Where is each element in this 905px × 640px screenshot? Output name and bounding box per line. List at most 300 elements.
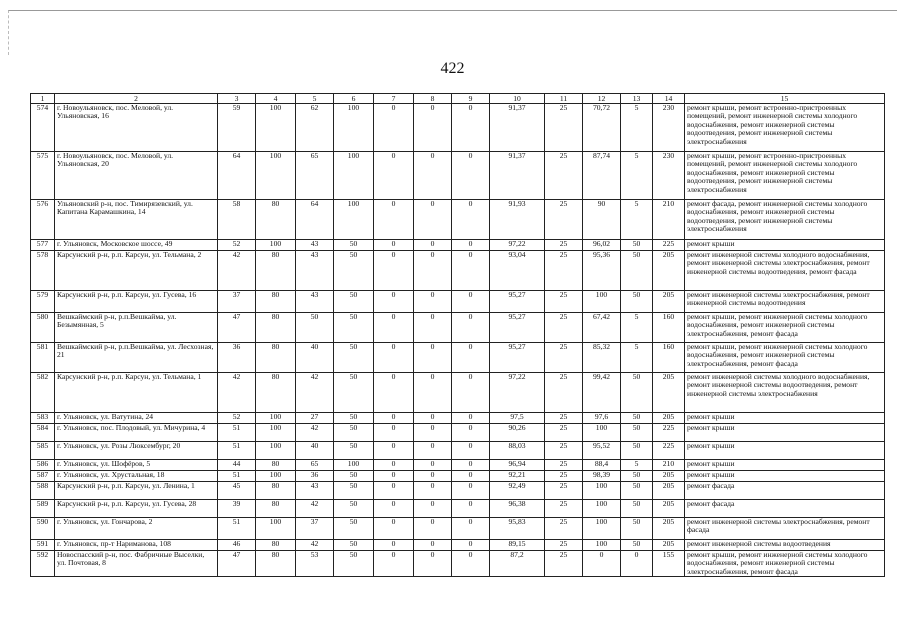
table-row (31, 251, 885, 291)
scan-bottom-edge (0, 622, 905, 640)
value-cell-c13: 50 (621, 518, 653, 540)
value-cell-c8: 0 (414, 500, 452, 518)
value-cell-c4: 80 (256, 551, 296, 577)
value-cell-c8: 0 (414, 104, 452, 152)
value-cell-c14: 205 (653, 251, 685, 291)
value-cell-c7: 0 (374, 313, 414, 343)
value-cell-c12: 100 (583, 291, 621, 313)
value-cell-c3: 51 (218, 424, 256, 442)
value-cell-c3: 52 (218, 240, 256, 251)
table-row (31, 460, 885, 471)
value-cell-c5: 43 (296, 240, 334, 251)
row-number-cell: 579 (31, 291, 55, 313)
row-number-cell: 580 (31, 313, 55, 343)
table-row (31, 551, 885, 577)
value-cell-c9: 0 (452, 152, 490, 200)
column-header-9: 9 (452, 94, 490, 104)
address-cell: Карсунский р-н, р.п. Карсун, ул. Тельмана, 1 (55, 373, 218, 413)
table-row (31, 540, 885, 551)
address-cell: Карсунский р-н, р.п. Карсун, ул. Тельмана, 2 (55, 251, 218, 291)
value-cell-c3: 45 (218, 482, 256, 500)
value-cell-c6: 50 (334, 240, 374, 251)
value-cell-c12: 70,72 (583, 104, 621, 152)
value-cell-c12: 87,74 (583, 152, 621, 200)
value-cell-c4: 100 (256, 104, 296, 152)
value-cell-c12: 85,32 (583, 343, 621, 373)
value-cell-c13: 5 (621, 343, 653, 373)
value-cell-c7: 0 (374, 551, 414, 577)
value-cell-c12: 95,36 (583, 251, 621, 291)
value-cell-c8: 0 (414, 373, 452, 413)
value-cell-c11: 25 (545, 460, 583, 471)
column-header-4: 4 (256, 94, 296, 104)
value-cell-c9: 0 (452, 200, 490, 240)
value-cell-c7: 0 (374, 152, 414, 200)
value-cell-c4: 80 (256, 200, 296, 240)
value-cell-c7: 0 (374, 251, 414, 291)
row-number-cell: 581 (31, 343, 55, 373)
value-cell-c8: 0 (414, 240, 452, 251)
address-cell: Вешкаймский р-н, р.п.Вешкайма, ул. Безымянная, 5 (55, 313, 218, 343)
value-cell-c3: 42 (218, 251, 256, 291)
value-cell-c11: 25 (545, 104, 583, 152)
value-cell-c4: 100 (256, 442, 296, 460)
works-cell: ремонт инженерной системы холодного водоснабжения, ремонт инженерной системы водоотведения, ремонт инженерной системы электроснабжения (685, 373, 885, 413)
column-header-1: 1 (31, 94, 55, 104)
value-cell-c13: 5 (621, 313, 653, 343)
value-cell-c4: 80 (256, 540, 296, 551)
address-cell: г. Ульяновск, ул. Гончарова, 2 (55, 518, 218, 540)
value-cell-c7: 0 (374, 413, 414, 424)
value-cell-c9: 0 (452, 373, 490, 413)
value-cell-c13: 0 (621, 551, 653, 577)
value-cell-c5: 37 (296, 518, 334, 540)
value-cell-c13: 50 (621, 291, 653, 313)
value-cell-c9: 0 (452, 540, 490, 551)
value-cell-c9: 0 (452, 313, 490, 343)
value-cell-c9: 0 (452, 500, 490, 518)
value-cell-c12: 100 (583, 424, 621, 442)
value-cell-c5: 53 (296, 551, 334, 577)
value-cell-c7: 0 (374, 518, 414, 540)
table-row (31, 343, 885, 373)
value-cell-c12: 100 (583, 518, 621, 540)
table-row (31, 482, 885, 500)
address-cell: г. Ульяновск, ул. Хрустальная, 18 (55, 471, 218, 482)
works-cell: ремонт фасада (685, 500, 885, 518)
register-table (30, 93, 885, 577)
value-cell-c13: 50 (621, 482, 653, 500)
address-cell: г. Ульяновск, ул. Розы Люксембург, 20 (55, 442, 218, 460)
value-cell-c11: 25 (545, 240, 583, 251)
value-cell-c11: 25 (545, 291, 583, 313)
value-cell-c4: 80 (256, 500, 296, 518)
value-cell-c12: 90 (583, 200, 621, 240)
table-row (31, 313, 885, 343)
value-cell-c13: 50 (621, 413, 653, 424)
value-cell-c7: 0 (374, 343, 414, 373)
works-cell: ремонт крыши (685, 413, 885, 424)
value-cell-c13: 5 (621, 104, 653, 152)
column-header-13: 13 (621, 94, 653, 104)
row-number-cell: 586 (31, 460, 55, 471)
value-cell-c6: 100 (334, 104, 374, 152)
table-row (31, 291, 885, 313)
value-cell-c4: 80 (256, 291, 296, 313)
row-number-cell: 574 (31, 104, 55, 152)
value-cell-c13: 5 (621, 152, 653, 200)
value-cell-c4: 80 (256, 460, 296, 471)
value-cell-c3: 42 (218, 373, 256, 413)
table-row (31, 373, 885, 413)
value-cell-c13: 50 (621, 500, 653, 518)
column-header-2: 2 (55, 94, 218, 104)
value-cell-c4: 100 (256, 471, 296, 482)
table-row (31, 152, 885, 200)
column-header-8: 8 (414, 94, 452, 104)
value-cell-c4: 100 (256, 413, 296, 424)
value-cell-c5: 36 (296, 471, 334, 482)
value-cell-c4: 80 (256, 313, 296, 343)
value-cell-c8: 0 (414, 291, 452, 313)
value-cell-c4: 100 (256, 518, 296, 540)
value-cell-c13: 50 (621, 442, 653, 460)
value-cell-c6: 50 (334, 373, 374, 413)
value-cell-c11: 25 (545, 471, 583, 482)
value-cell-c6: 50 (334, 518, 374, 540)
value-cell-c9: 0 (452, 551, 490, 577)
value-cell-c6: 50 (334, 251, 374, 291)
column-header-5: 5 (296, 94, 334, 104)
value-cell-c13: 5 (621, 200, 653, 240)
row-number-cell: 577 (31, 240, 55, 251)
table-row (31, 518, 885, 540)
value-cell-c8: 0 (414, 413, 452, 424)
value-cell-c10: 91,37 (490, 152, 545, 200)
value-cell-c5: 50 (296, 313, 334, 343)
address-cell: г. Ульяновск, ул. Шофёров, 5 (55, 460, 218, 471)
value-cell-c6: 100 (334, 152, 374, 200)
value-cell-c4: 100 (256, 152, 296, 200)
value-cell-c6: 50 (334, 291, 374, 313)
value-cell-c10: 89,15 (490, 540, 545, 551)
value-cell-c6: 100 (334, 460, 374, 471)
value-cell-c10: 91,93 (490, 200, 545, 240)
value-cell-c5: 42 (296, 500, 334, 518)
table-row (31, 240, 885, 251)
value-cell-c6: 50 (334, 442, 374, 460)
value-cell-c10: 95,83 (490, 518, 545, 540)
address-cell: Карсунский р-н, р.п. Карсун, ул. Гусева, 28 (55, 500, 218, 518)
value-cell-c10: 97,22 (490, 373, 545, 413)
value-cell-c8: 0 (414, 460, 452, 471)
value-cell-c8: 0 (414, 471, 452, 482)
row-number-cell: 582 (31, 373, 55, 413)
value-cell-c6: 50 (334, 540, 374, 551)
value-cell-c7: 0 (374, 471, 414, 482)
value-cell-c4: 80 (256, 373, 296, 413)
table-row (31, 424, 885, 442)
value-cell-c10: 87,2 (490, 551, 545, 577)
address-cell: г. Новоульяновск, пос. Меловой, ул. Ульяновская, 20 (55, 152, 218, 200)
value-cell-c10: 96,94 (490, 460, 545, 471)
value-cell-c10: 95,27 (490, 313, 545, 343)
row-number-cell: 585 (31, 442, 55, 460)
value-cell-c4: 80 (256, 482, 296, 500)
works-cell: ремонт крыши (685, 424, 885, 442)
value-cell-c8: 0 (414, 343, 452, 373)
value-cell-c3: 39 (218, 500, 256, 518)
value-cell-c3: 44 (218, 460, 256, 471)
value-cell-c11: 25 (545, 424, 583, 442)
value-cell-c8: 0 (414, 551, 452, 577)
works-cell: ремонт крыши (685, 442, 885, 460)
value-cell-c3: 52 (218, 413, 256, 424)
value-cell-c14: 155 (653, 551, 685, 577)
value-cell-c12: 96,02 (583, 240, 621, 251)
value-cell-c3: 47 (218, 313, 256, 343)
value-cell-c10: 95,27 (490, 343, 545, 373)
value-cell-c5: 64 (296, 200, 334, 240)
address-cell: г. Ульяновск, ул. Ватутина, 24 (55, 413, 218, 424)
row-number-cell: 587 (31, 471, 55, 482)
value-cell-c11: 25 (545, 518, 583, 540)
value-cell-c13: 5 (621, 460, 653, 471)
value-cell-c3: 46 (218, 540, 256, 551)
works-cell: ремонт крыши, ремонт инженерной системы холодного водоснабжения, ремонт инженерной системы электроснабжения, ремонт фасада (685, 551, 885, 577)
row-number-cell: 575 (31, 152, 55, 200)
value-cell-c8: 0 (414, 424, 452, 442)
works-cell: ремонт инженерной системы холодного водоснабжения, ремонт инженерной системы электроснабжения, ремонт инженерной системы водоотведения, ремонт фасада (685, 251, 885, 291)
value-cell-c10: 97,5 (490, 413, 545, 424)
value-cell-c7: 0 (374, 291, 414, 313)
value-cell-c13: 50 (621, 240, 653, 251)
value-cell-c8: 0 (414, 200, 452, 240)
value-cell-c7: 0 (374, 200, 414, 240)
value-cell-c11: 25 (545, 343, 583, 373)
page-number: 422 (440, 60, 465, 77)
value-cell-c6: 50 (334, 500, 374, 518)
value-cell-c7: 0 (374, 500, 414, 518)
value-cell-c6: 100 (334, 200, 374, 240)
value-cell-c10: 93,04 (490, 251, 545, 291)
row-number-cell: 583 (31, 413, 55, 424)
value-cell-c5: 62 (296, 104, 334, 152)
row-number-cell: 588 (31, 482, 55, 500)
value-cell-c9: 0 (452, 251, 490, 291)
value-cell-c4: 100 (256, 424, 296, 442)
value-cell-c4: 100 (256, 240, 296, 251)
table-row (31, 200, 885, 240)
header-row (31, 94, 885, 104)
table-row (31, 104, 885, 152)
value-cell-c6: 50 (334, 343, 374, 373)
address-cell: Ульяновский р-н, пос. Тимирязевский, ул. Капитана Карамашкина, 14 (55, 200, 218, 240)
value-cell-c14: 210 (653, 200, 685, 240)
column-header-11: 11 (545, 94, 583, 104)
value-cell-c10: 95,27 (490, 291, 545, 313)
value-cell-c9: 0 (452, 424, 490, 442)
value-cell-c14: 160 (653, 313, 685, 343)
value-cell-c9: 0 (452, 442, 490, 460)
value-cell-c12: 97,6 (583, 413, 621, 424)
value-cell-c3: 64 (218, 152, 256, 200)
value-cell-c5: 40 (296, 343, 334, 373)
address-cell: г. Ульяновск, пр-т Нариманова, 108 (55, 540, 218, 551)
table-row (31, 471, 885, 482)
value-cell-c14: 205 (653, 413, 685, 424)
value-cell-c14: 205 (653, 518, 685, 540)
value-cell-c8: 0 (414, 518, 452, 540)
value-cell-c9: 0 (452, 471, 490, 482)
address-cell: Вешкаймский р-н, р.п.Вешкайма, ул. Лесхозная, 21 (55, 343, 218, 373)
address-cell: г. Новоульяновск, пос. Меловой, ул. Ульяновская, 16 (55, 104, 218, 152)
value-cell-c13: 50 (621, 424, 653, 442)
value-cell-c12: 100 (583, 500, 621, 518)
column-header-3: 3 (218, 94, 256, 104)
column-header-15: 15 (685, 94, 885, 104)
row-number-cell: 591 (31, 540, 55, 551)
value-cell-c5: 42 (296, 424, 334, 442)
value-cell-c5: 43 (296, 482, 334, 500)
address-cell: Новоспасский р-н, пос. Фабричные Выселки, ул. Почтовая, 8 (55, 551, 218, 577)
value-cell-c12: 88,4 (583, 460, 621, 471)
value-cell-c3: 37 (218, 291, 256, 313)
value-cell-c5: 27 (296, 413, 334, 424)
value-cell-c3: 58 (218, 200, 256, 240)
value-cell-c9: 0 (452, 413, 490, 424)
row-number-cell: 578 (31, 251, 55, 291)
value-cell-c5: 40 (296, 442, 334, 460)
value-cell-c5: 65 (296, 152, 334, 200)
column-header-12: 12 (583, 94, 621, 104)
works-cell: ремонт крыши, ремонт инженерной системы холодного водоснабжения, ремонт инженерной системы электроснабжения, ремонт фасада (685, 343, 885, 373)
row-number-cell: 576 (31, 200, 55, 240)
value-cell-c14: 225 (653, 240, 685, 251)
table-body (31, 104, 885, 577)
value-cell-c12: 0 (583, 551, 621, 577)
value-cell-c5: 65 (296, 460, 334, 471)
value-cell-c9: 0 (452, 482, 490, 500)
value-cell-c6: 50 (334, 424, 374, 442)
value-cell-c11: 25 (545, 500, 583, 518)
value-cell-c14: 205 (653, 291, 685, 313)
value-cell-c14: 230 (653, 152, 685, 200)
value-cell-c9: 0 (452, 518, 490, 540)
address-cell: г. Ульяновск, Московское шоссе, 49 (55, 240, 218, 251)
value-cell-c11: 25 (545, 482, 583, 500)
works-cell: ремонт крыши, ремонт инженерной системы холодного водоснабжения, ремонт инженерной системы электроснабжения, ремонт фасада (685, 313, 885, 343)
value-cell-c4: 80 (256, 343, 296, 373)
value-cell-c14: 160 (653, 343, 685, 373)
column-header-7: 7 (374, 94, 414, 104)
value-cell-c8: 0 (414, 540, 452, 551)
value-cell-c8: 0 (414, 251, 452, 291)
value-cell-c13: 50 (621, 471, 653, 482)
value-cell-c14: 205 (653, 373, 685, 413)
column-header-10: 10 (490, 94, 545, 104)
value-cell-c7: 0 (374, 373, 414, 413)
value-cell-c14: 225 (653, 442, 685, 460)
value-cell-c12: 100 (583, 540, 621, 551)
value-cell-c9: 0 (452, 291, 490, 313)
value-cell-c11: 25 (545, 373, 583, 413)
value-cell-c3: 51 (218, 518, 256, 540)
value-cell-c8: 0 (414, 482, 452, 500)
value-cell-c12: 95,52 (583, 442, 621, 460)
value-cell-c7: 0 (374, 442, 414, 460)
table-row (31, 442, 885, 460)
row-number-cell: 589 (31, 500, 55, 518)
value-cell-c11: 25 (545, 251, 583, 291)
table-row (31, 500, 885, 518)
works-cell: ремонт инженерной системы водоотведения (685, 540, 885, 551)
column-header-6: 6 (334, 94, 374, 104)
row-number-cell: 584 (31, 424, 55, 442)
value-cell-c12: 100 (583, 482, 621, 500)
works-cell: ремонт инженерной системы электроснабжения, ремонт фасада (685, 518, 885, 540)
value-cell-c14: 205 (653, 471, 685, 482)
value-cell-c8: 0 (414, 313, 452, 343)
value-cell-c14: 210 (653, 460, 685, 471)
row-number-cell: 590 (31, 518, 55, 540)
value-cell-c10: 90,26 (490, 424, 545, 442)
column-header-14: 14 (653, 94, 685, 104)
value-cell-c3: 51 (218, 471, 256, 482)
value-cell-c11: 25 (545, 551, 583, 577)
value-cell-c11: 25 (545, 413, 583, 424)
value-cell-c11: 25 (545, 540, 583, 551)
value-cell-c11: 25 (545, 152, 583, 200)
works-cell: ремонт фасада (685, 482, 885, 500)
value-cell-c3: 47 (218, 551, 256, 577)
value-cell-c14: 205 (653, 482, 685, 500)
value-cell-c5: 43 (296, 291, 334, 313)
value-cell-c6: 50 (334, 471, 374, 482)
value-cell-c6: 50 (334, 313, 374, 343)
value-cell-c7: 0 (374, 540, 414, 551)
value-cell-c12: 98,39 (583, 471, 621, 482)
value-cell-c13: 50 (621, 373, 653, 413)
value-cell-c10: 88,03 (490, 442, 545, 460)
value-cell-c10: 92,21 (490, 471, 545, 482)
address-cell: Карсунский р-н, р.п. Карсун, ул. Ленина, 1 (55, 482, 218, 500)
value-cell-c7: 0 (374, 240, 414, 251)
works-cell: ремонт крыши (685, 471, 885, 482)
value-cell-c6: 50 (334, 413, 374, 424)
row-number-cell: 592 (31, 551, 55, 577)
value-cell-c5: 42 (296, 540, 334, 551)
value-cell-c6: 50 (334, 551, 374, 577)
value-cell-c14: 205 (653, 500, 685, 518)
works-cell: ремонт инженерной системы электроснабжения, ремонт инженерной системы водоотведения (685, 291, 885, 313)
value-cell-c7: 0 (374, 424, 414, 442)
value-cell-c9: 0 (452, 240, 490, 251)
value-cell-c13: 50 (621, 251, 653, 291)
value-cell-c10: 97,22 (490, 240, 545, 251)
value-cell-c7: 0 (374, 460, 414, 471)
value-cell-c7: 0 (374, 482, 414, 500)
value-cell-c10: 92,49 (490, 482, 545, 500)
works-cell: ремонт крыши, ремонт встроенно-пристроенных помещений, ремонт инженерной системы холодного водоснабжения, ремонт инженерной системы водоотведения, ремонт инженерной системы электроснабжения (685, 152, 885, 200)
works-cell: ремонт крыши (685, 460, 885, 471)
value-cell-c10: 96,38 (490, 500, 545, 518)
table-row (31, 413, 885, 424)
value-cell-c14: 225 (653, 424, 685, 442)
value-cell-c5: 43 (296, 251, 334, 291)
works-cell: ремонт крыши (685, 240, 885, 251)
value-cell-c6: 50 (334, 482, 374, 500)
